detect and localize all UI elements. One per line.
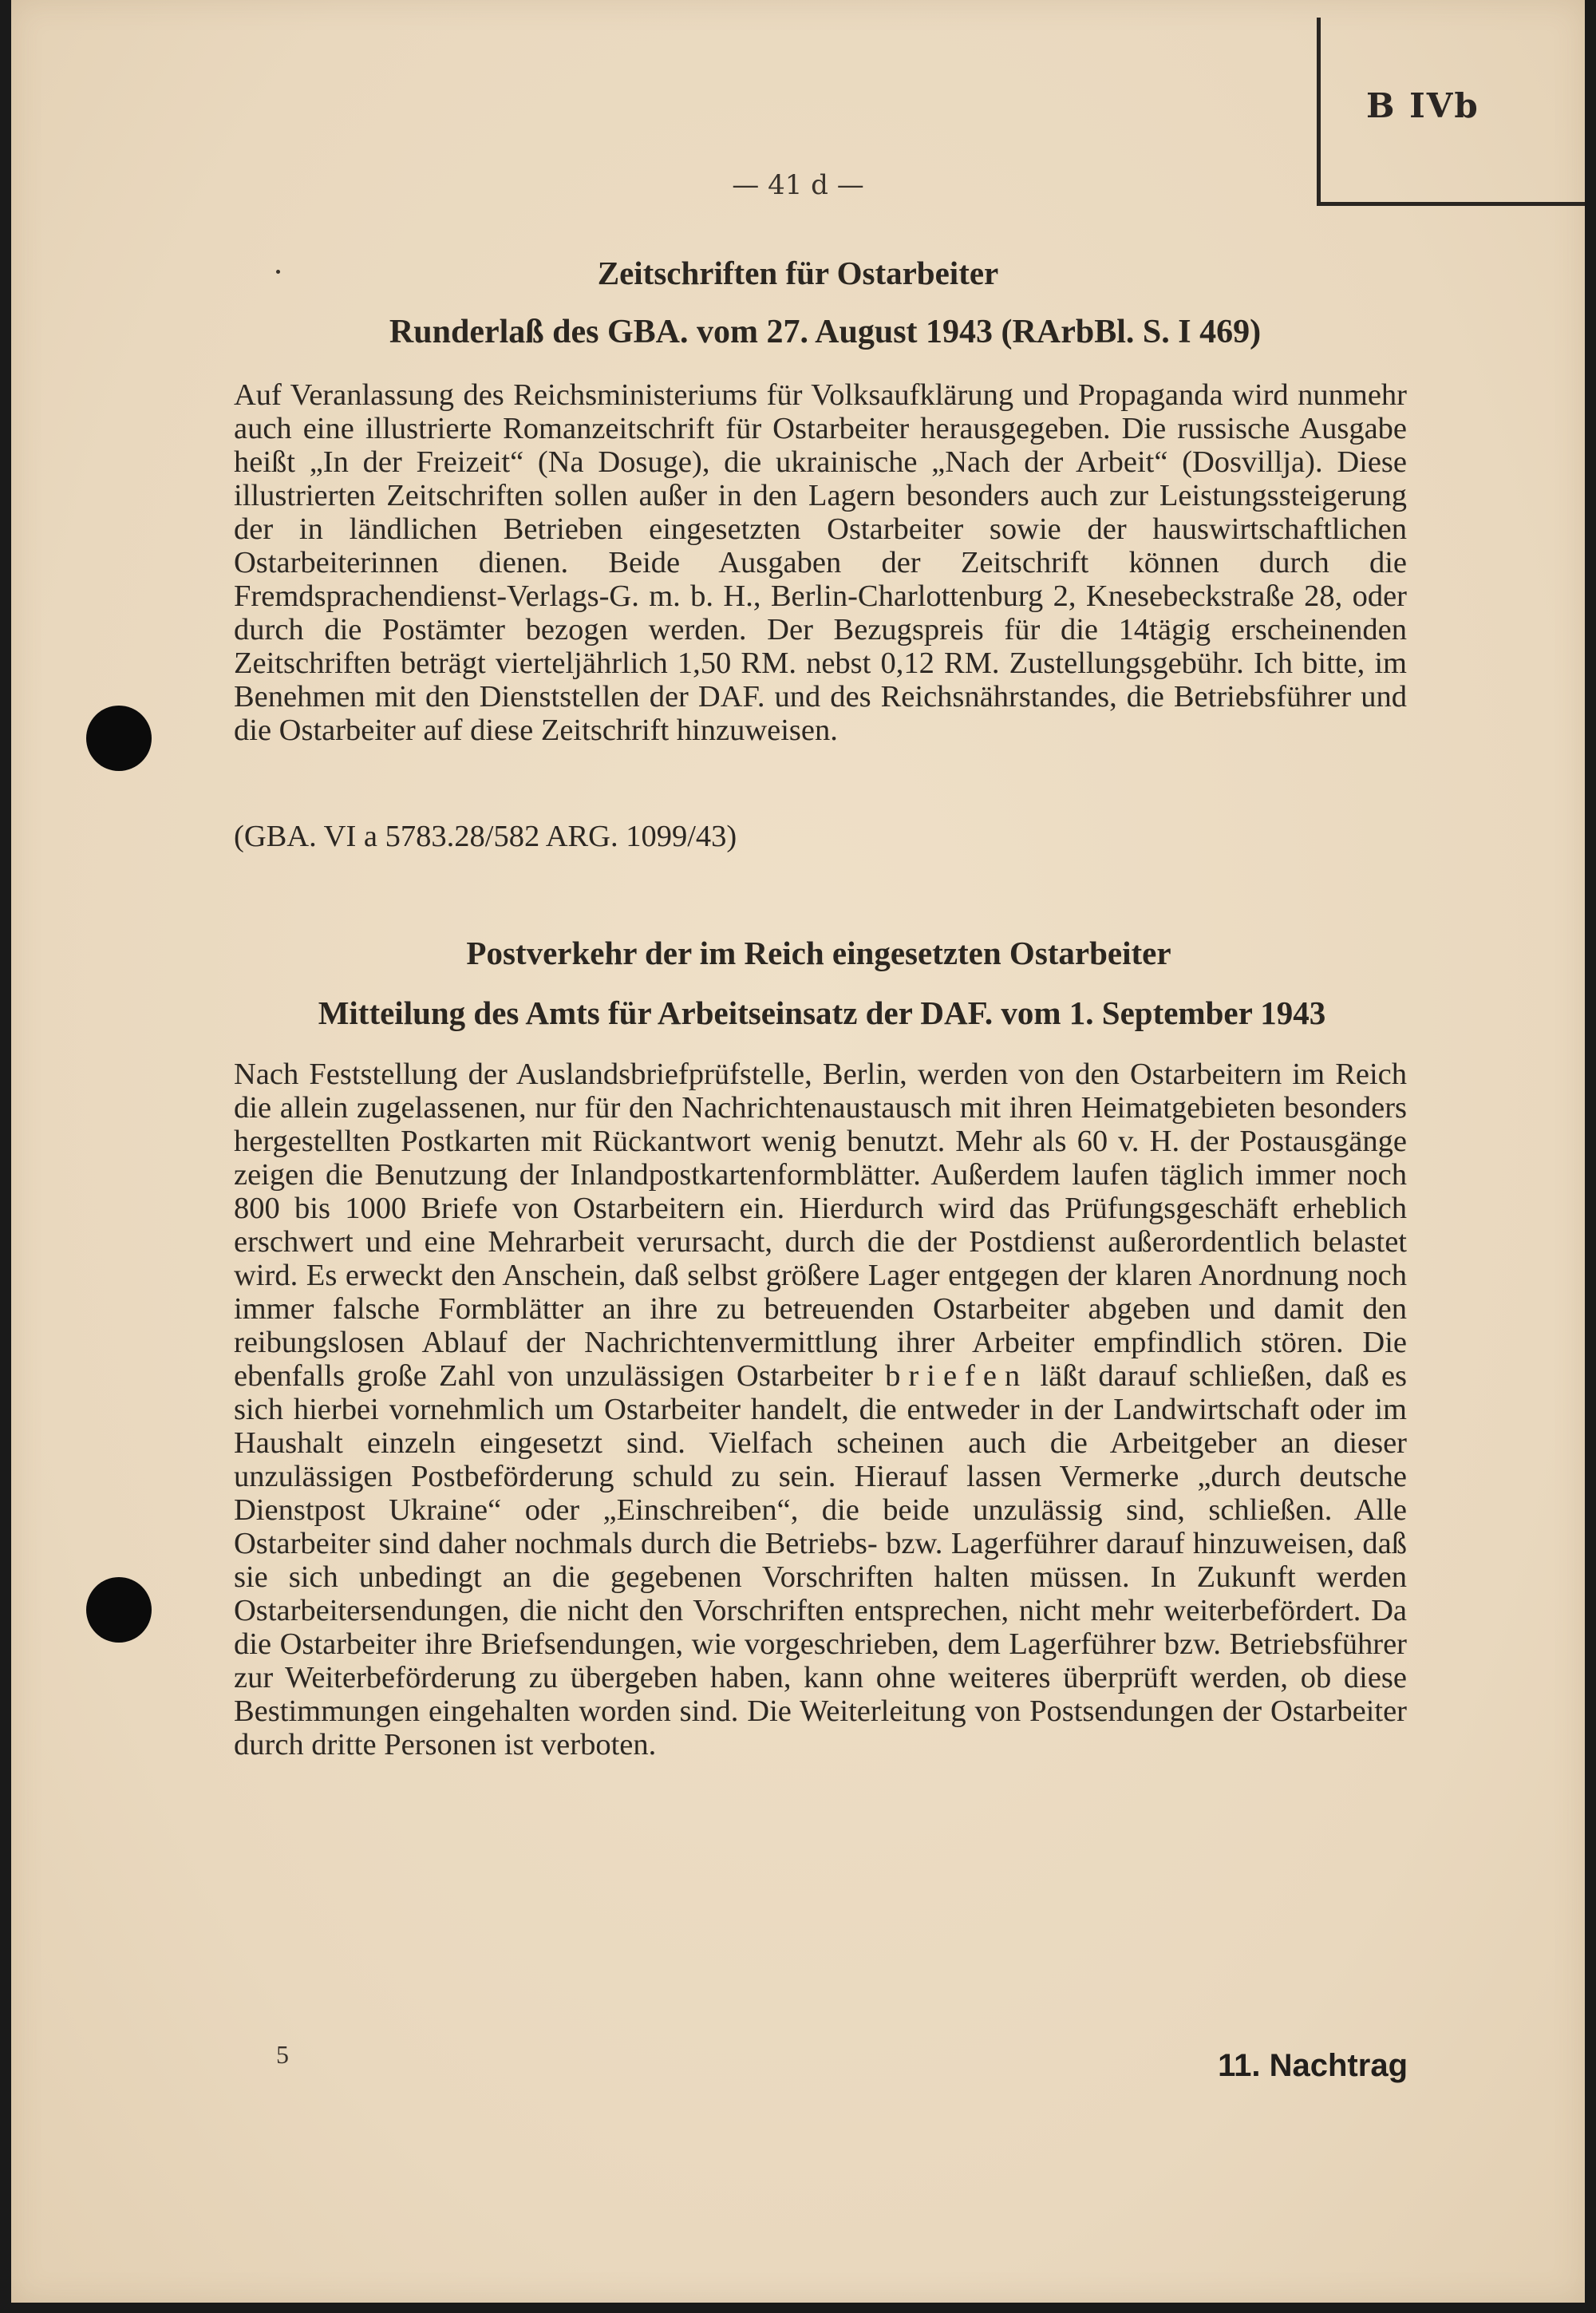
article2-body (234, 1058, 1407, 1761)
article2-text-part2: läßt darauf schließen, daß es sich hierbei vornehmlich um Ostarbeiter handelt, die entweder in der Landwirtschaft oder im Haushalt einzeln eingesetzt sind. Vielfach scheinen auch die Arbeitgeber an dieser unzulässigen Postbeförderung schuld zu sein. Hierauf lassen Vermerke „durch deutsche Dienstpost Ukraine“ oder „Einschreiben“, die beide unzulässig sind, schließen. Alle Ostarbeiter sind daher nochmals durch die Betriebs- bzw. Lagerführer darauf hinzuweisen, daß sie sich unbedingt an die gegebenen Vorschriften halten müssen. In Zukunft werden Ostarbeitersendungen, die nicht den Vorschriften entsprechen, nicht mehr weiterbefördert. Da die Ostarbeiter ihre Briefsendungen, wie vorgeschrieben, dem Lagerführer bzw. Betriebsführer zur Weiterbeförderung zu übergeben haben, kann ohne weiteres überprüft werden, ob diese Bestimmungen eingehalten worden sind. Die Weiterleitung von Postsendungen der Ostarbeiter durch dritte Personen ist verboten. (234, 1359, 1408, 1761)
article2-spaced-word: briefen (885, 1359, 1029, 1393)
article1-subtitle: Runderlaß des GBA. vom 27. August 1943 (RArbBl. S. I 469) (389, 314, 1262, 350)
article1-title: Zeitschriften für Ostarbeiter (597, 255, 999, 291)
register-tab-label: B IVb (1366, 86, 1479, 125)
article2-text-part1: Nach Feststellung der Auslandsbriefprüfstelle, Berlin, werden von den Ostarbeitern im Reich die allein zugelassenen, nur für den Nachrichtenaustausch mit ihren Heimatgebieten besonders hergestellten Postkarten mit Rückantwort wenig benutzt. Mehr als 60 v. H. der Postausgänge zeigen die Benutzung der Inlandpostkartenformblätter. Außerdem laufen täglich immer noch 800 bis 1000 Briefe von Ostarbeitern ein. Hierdurch wird das Prüfungsgeschäft erheblich erschwert und eine Mehrarbeit verursacht, durch die der Postdienst außerordentlich belastet wird. Es erweckt den Anschein, daß selbst größere Lager entgegen der klaren Anordnung noch immer falsche Formblätter an ihre zu betreuenden Ostarbeiter abgeben und damit den reibungslosen Ablauf der Nachrichtenvermittlung ihrer Arbeiter empfindlich stören. Die ebenfalls große Zahl von unzulässigen Ostarbeiter (234, 1058, 1407, 1393)
supplement-label: 11. Nachtrag (1218, 2048, 1408, 2083)
punch-hole-top (86, 706, 152, 771)
page-number: — 41 d — (732, 169, 864, 201)
article1-paragraph: Auf Veranlassung des Reichsministeriums für Volksaufklärung und Propaganda wird nunmehr auch eine illustrierte Romanzeitschrift für Ostarbeiter herausgegeben. Die russische Ausgabe heißt „In der Freizeit“ (Na Dosuge), die ukrainische „Nach der Arbeit“ (Dosvillja). Diese illustrierten Zeitschriften sollen außer in den Lagern besonders auch zur Leistungssteigerung der in ländlichen Betrieben eingesetzten Ostarbeiter sowie der hauswirtschaftlichen Ostarbeiterinnen dienen. Beide Ausgaben der Zeitschrift können durch die Fremdsprachendienst-Verlags-G. m. b. H., Berlin-Charlottenburg 2, Knesebeckstraße 28, oder durch die Postämter bezogen werden. Der Bezugspreis für die 14tägig erscheinenden Zeitschriften beträgt vierteljährlich 1,50 RM. nebst 0,12 RM. Zustellungsgebühr. Ich bitte, im Benehmen mit den Dienststellen der DAF. und des Reichsnährstandes, die Betriebsführer und die Ostarbeiter auf diese Zeitschrift hinzuweisen. (234, 378, 1407, 747)
article2-paragraph (234, 1058, 1407, 1761)
punch-hole-bottom (86, 1577, 152, 1643)
article2-subtitle: Mitteilung des Amts für Arbeitseinsatz der DAF. vom 1. September 1943 (318, 994, 1326, 1031)
article1-reference: (GBA. VI a 5783.28/582 ARG. 1099/43) (234, 820, 737, 853)
sheet-mark: 5 (276, 2040, 289, 2069)
article2-title: Postverkehr der im Reich eingesetzten Ostarbeiter (466, 935, 1171, 971)
article1-body (234, 378, 1407, 747)
